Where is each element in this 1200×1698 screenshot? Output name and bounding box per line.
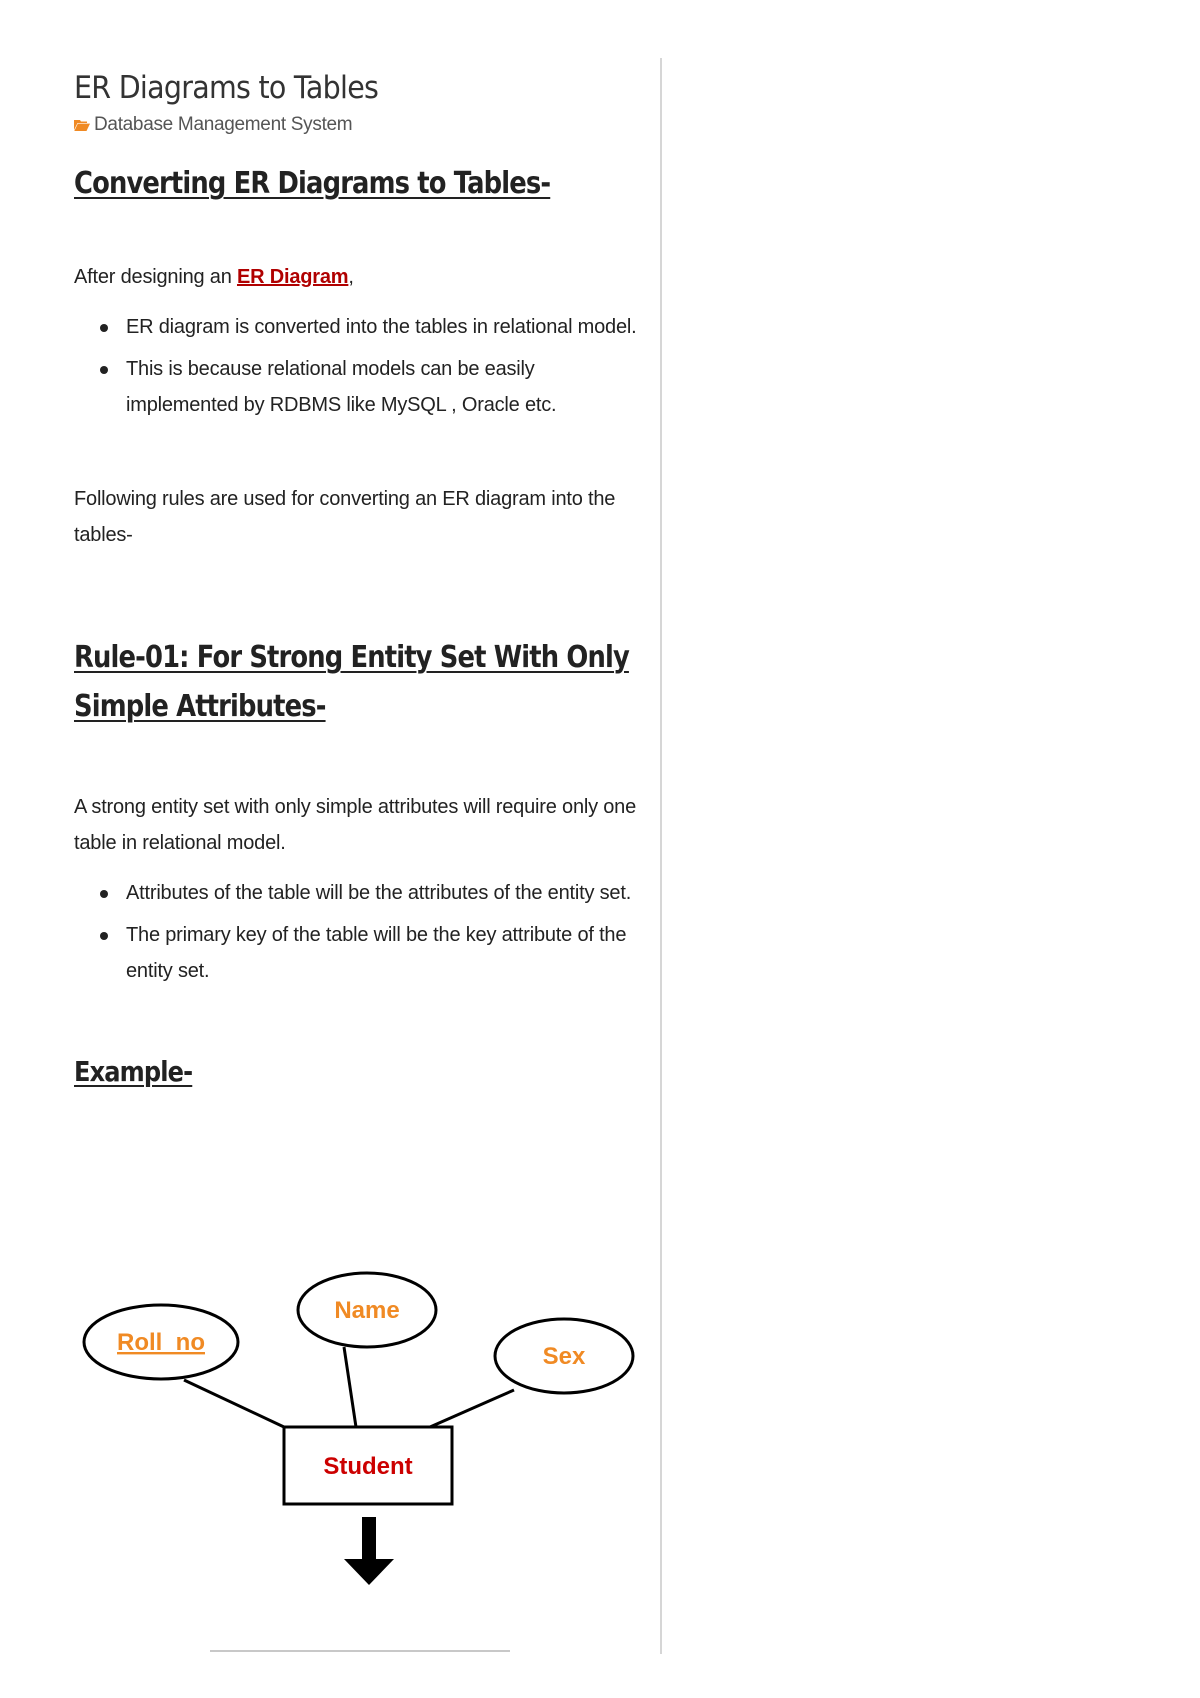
attribute-label-sex: Sex bbox=[542, 1343, 586, 1370]
connector-line bbox=[430, 1390, 514, 1427]
intro-suffix: , bbox=[348, 266, 354, 288]
down-arrow-icon bbox=[344, 1517, 394, 1585]
rule-01-heading: Rule-01: For Strong Entity Set With Only Simple Attributes- bbox=[74, 640, 629, 724]
intro-bullet-list bbox=[74, 309, 644, 423]
bottom-rule bbox=[210, 1650, 510, 1652]
section-heading-converting: Converting ER Diagrams to Tables- bbox=[74, 166, 551, 201]
folder-open-icon bbox=[74, 119, 90, 131]
rule-01-bullet-list bbox=[74, 875, 644, 989]
intro-prefix: After designing an bbox=[74, 266, 237, 288]
list-item: The primary key of the table will be the key attribute of the entity set. bbox=[126, 917, 644, 989]
er-diagram-link[interactable]: ER Diagram bbox=[236, 266, 349, 288]
post-title: ER Diagrams to Tables bbox=[74, 70, 379, 106]
entity-label: Student bbox=[323, 1453, 413, 1480]
rule-01-paragraph: A strong entity set with only simple attributes will require only one table in relational model. bbox=[74, 796, 637, 854]
post-category[interactable] bbox=[74, 114, 644, 136]
attribute-label-name: Name bbox=[334, 1297, 400, 1324]
example-heading: Example- bbox=[74, 1055, 193, 1088]
rules-intro-paragraph: Following rules are used for converting an ER diagram into the tables- bbox=[74, 488, 616, 546]
sidebar-divider bbox=[660, 58, 662, 1654]
key-attribute-label: Roll_no bbox=[117, 1329, 205, 1356]
list-item: Attributes of the table will be the attributes of the entity set. bbox=[126, 875, 644, 911]
er-diagram bbox=[74, 1265, 644, 1610]
intro-paragraph bbox=[74, 259, 644, 295]
category-label[interactable]: Database Management System bbox=[94, 114, 353, 135]
list-item: ER diagram is converted into the tables in relational model. bbox=[126, 309, 644, 345]
article bbox=[74, 66, 644, 1088]
connector-line bbox=[184, 1380, 284, 1427]
list-item: This is because relational models can be easily implemented by RDBMS like MySQL , Oracle etc. bbox=[126, 351, 644, 423]
connector-line bbox=[344, 1347, 356, 1427]
